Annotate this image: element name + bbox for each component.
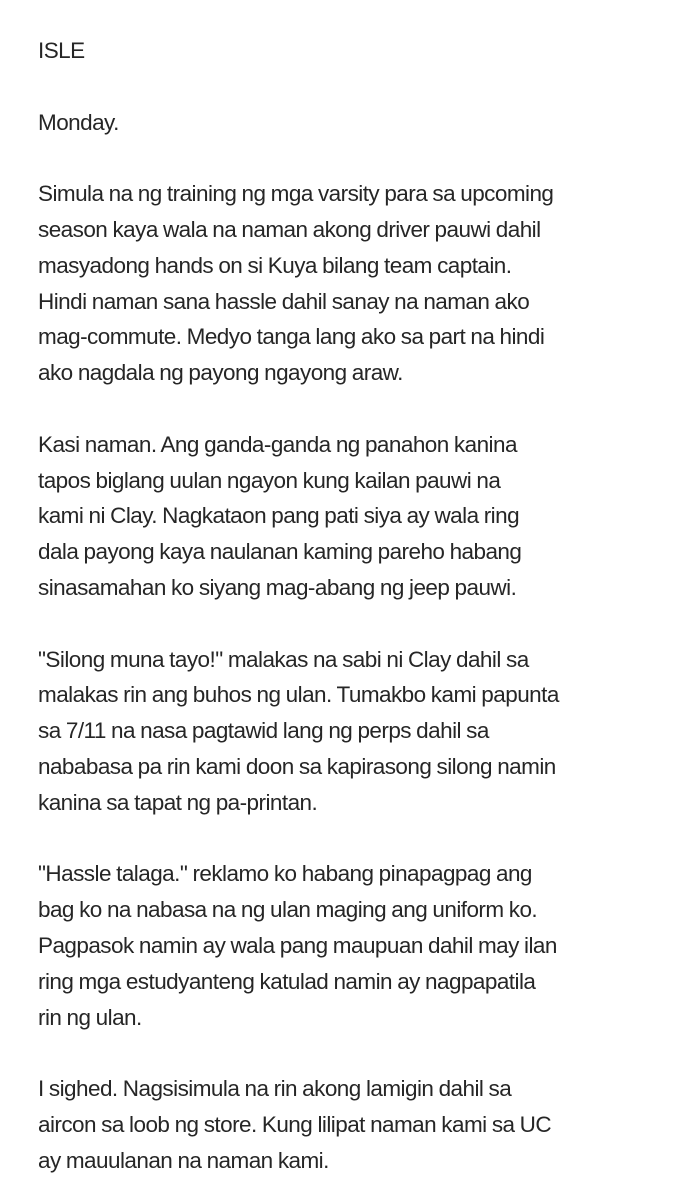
text-line: sinasamahan ko siyang mag-abang ng jeep pauwi. <box>38 574 517 600</box>
text-line: masyadong hands on si Kuya bilang team captain. <box>38 252 512 278</box>
text-line: "Silong muna tayo!" malakas na sabi ni Clay dahil sa <box>38 646 529 672</box>
paragraph <box>38 176 638 391</box>
text-line: sa 7/11 na nasa pagtawid lang ng perps dahil sa <box>38 718 489 744</box>
text-line: aircon sa loob ng store. Kung lilipat naman kami sa UC <box>38 1111 552 1137</box>
text-line: rin ng ulan. <box>38 1004 142 1030</box>
text-line: ISLE <box>38 38 85 63</box>
story-text <box>38 33 638 1179</box>
text-line: bag ko na nabasa na ng ulan maging ang uniform ko. <box>38 897 538 923</box>
text-line: season kaya wala na naman akong driver pauwi dahil <box>38 216 541 242</box>
paragraph <box>38 427 638 606</box>
text-line: kanina sa tapat ng pa-printan. <box>38 789 318 815</box>
text-line: ay mauulanan na naman kami. <box>38 1147 329 1173</box>
text-line: "Hassle talaga." reklamo ko habang pinapagpag ang <box>38 861 532 887</box>
text-line: malakas rin ang buhos ng ulan. Tumakbo kami papunta <box>38 682 559 708</box>
paragraph-day <box>38 105 638 141</box>
text-line: kami ni Clay. Nagkataon pang pati siya ay wala ring <box>38 503 520 529</box>
text-line: Simula na ng training ng mga varsity para sa upcoming <box>38 181 554 207</box>
text-line: nababasa pa rin kami doon sa kapirasong silong namin <box>38 753 556 779</box>
paragraph <box>38 642 638 821</box>
text-line: Hindi naman sana hassle dahil sanay na naman ako <box>38 288 530 314</box>
text-line: ako nagdala ng payong ngayong araw. <box>38 360 403 386</box>
text-line: I sighed. Nagsisimula na rin akong lamigin dahil sa <box>38 1076 512 1102</box>
text-line: Kasi naman. Ang ganda-ganda ng panahon kanina <box>38 431 517 457</box>
paragraph <box>38 1071 638 1178</box>
text-line: tapos biglang uulan ngayon kung kailan pauwi na <box>38 467 501 493</box>
paragraph <box>38 856 638 1035</box>
text-line: Monday. <box>38 109 119 135</box>
text-line: dala payong kaya naulanan kaming pareho habang <box>38 539 522 565</box>
text-line: mag-commute. Medyo tanga lang ako sa part na hindi <box>38 324 545 350</box>
text-line: Pagpasok namin ay wala pang maupuan dahil may ilan <box>38 932 557 958</box>
paragraph-title <box>38 33 638 69</box>
text-line: ring mga estudyanteng katulad namin ay nagpapatila <box>38 968 536 994</box>
